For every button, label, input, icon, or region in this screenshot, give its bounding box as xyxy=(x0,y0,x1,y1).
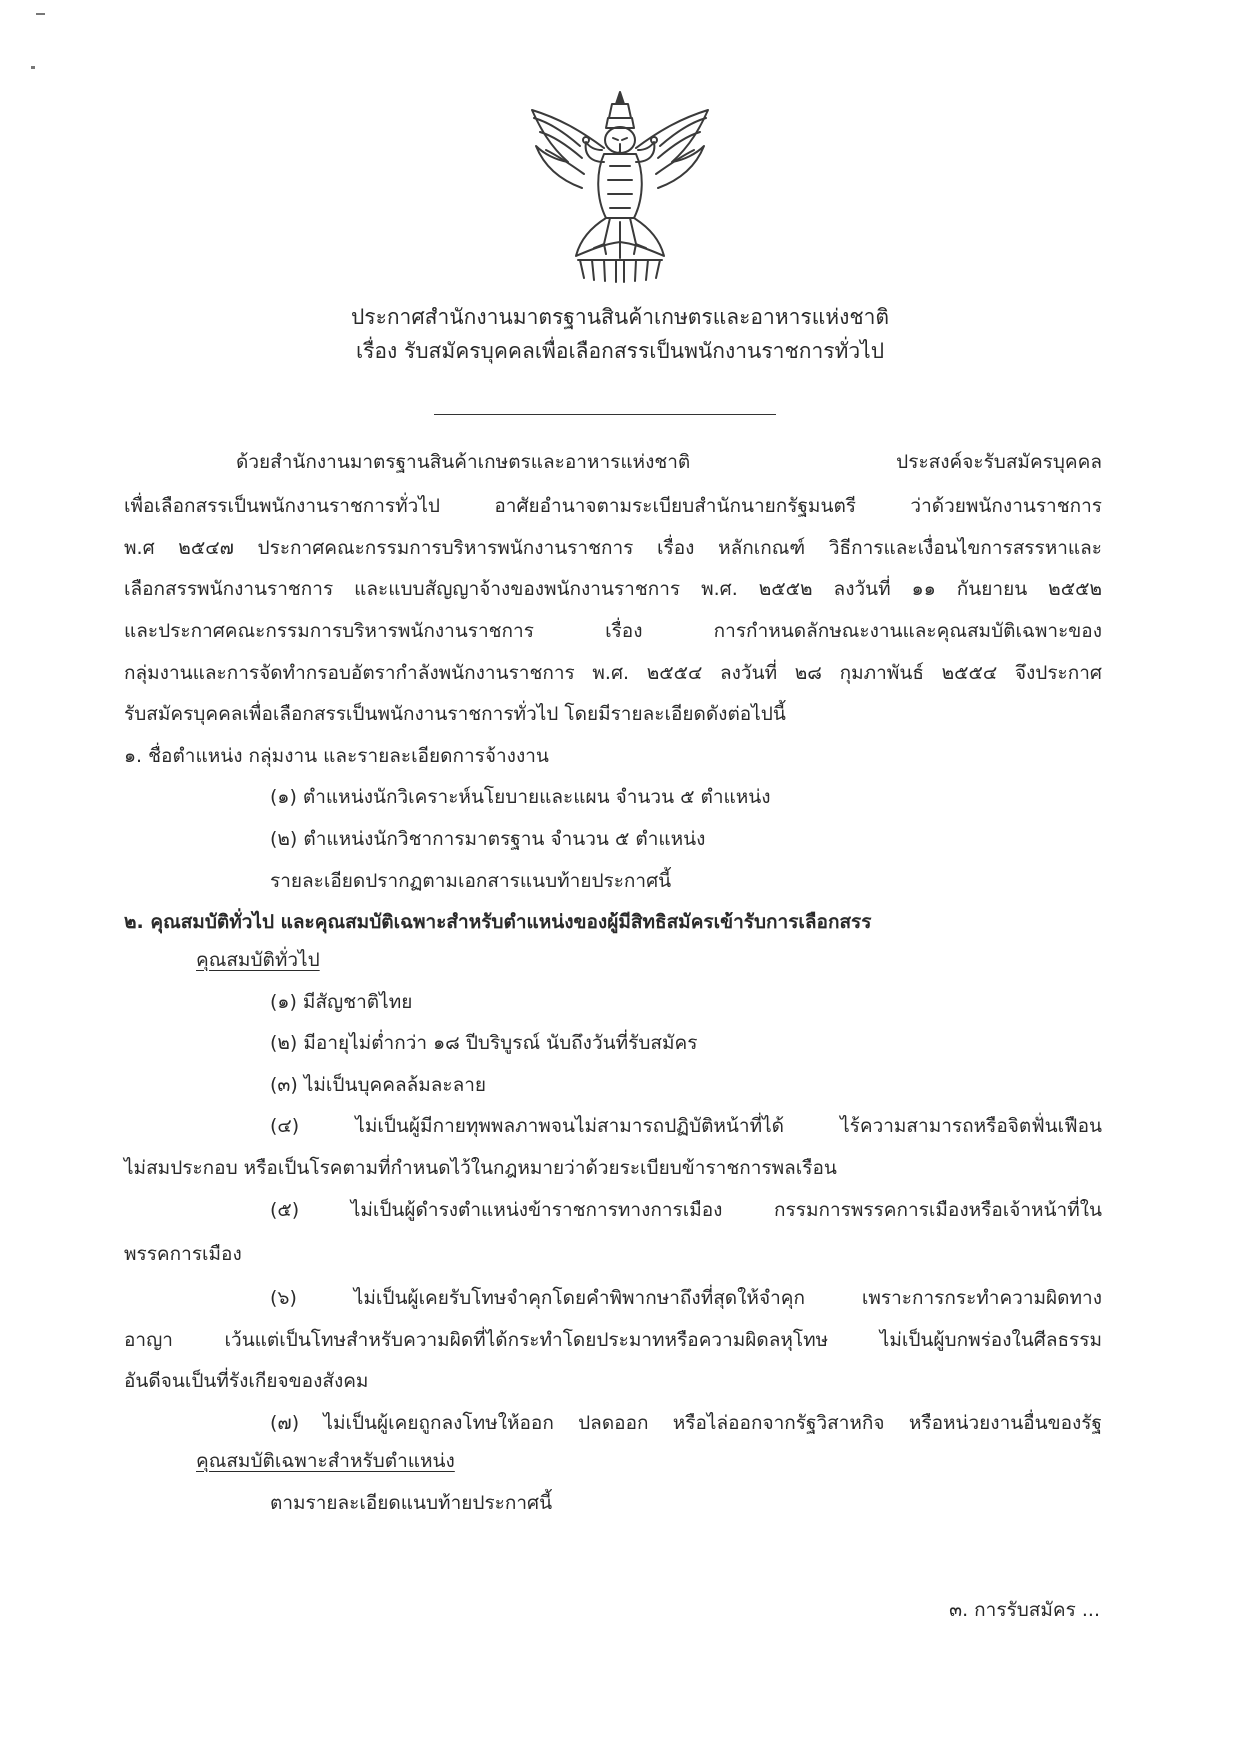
title-divider xyxy=(434,414,776,415)
section1-heading: ๑. ชื่อตำแหน่ง กลุ่มงาน และรายละเอียดการจ้างงาน xyxy=(124,745,549,767)
garuda-emblem-icon xyxy=(520,88,720,284)
general-item-3: (๓) ไม่เป็นบุคคลล้มละลาย xyxy=(270,1074,487,1096)
intro-line-1: ด้วยสำนักงานมาตรฐานสินค้าเกษตรและอาหารแห่งชาติ ประสงค์จะรับสมัครบุคคล xyxy=(236,451,1102,473)
section1-item-2: (๒) ตำแหน่งนักวิชาการมาตรฐาน จำนวน ๕ ตำแหน่ง xyxy=(270,828,706,850)
general-item-4-line-1: (๔) ไม่เป็นผู้มีกายทุพพลภาพจนไม่สามารถปฏิบัติหน้าที่ได้ ไร้ความสามารถหรือจิตฟั่นเฟือน xyxy=(270,1115,1102,1137)
general-qualifications-title: คุณสมบัติทั่วไป xyxy=(196,949,320,971)
general-item-6-line-2: อาญา เว้นแต่เป็นโทษสำหรับความผิดที่ได้กระทำโดยประมาทหรือความผิดลหุโทษ ไม่เป็นผู้บกพร่องในศีลธรรม xyxy=(124,1329,1102,1351)
announcement-title: ประกาศสำนักงานมาตรฐานสินค้าเกษตรและอาหารแห่งชาติ xyxy=(350,305,890,329)
intro-line-3: พ.ศ ๒๕๔๗ ประกาศคณะกรรมการบริหารพนักงานราชการ เรื่อง หลักเกณฑ์ วิธีการและเงื่อนไขการสรรหาและ xyxy=(124,537,1102,559)
general-item-6-line-3: อันดีจนเป็นที่รังเกียจของสังคม xyxy=(124,1370,369,1392)
section1-item-1: (๑) ตำแหน่งนักวิเคราะห์นโยบายและแผน จำนวน ๕ ตำแหน่ง xyxy=(270,786,771,808)
continuation-marker: ๓. การรับสมัคร ... xyxy=(949,1599,1100,1621)
intro-line-5: และประกาศคณะกรรมการบริหารพนักงานราชการ เรื่อง การกำหนดลักษณะงานและคุณสมบัติเฉพาะของ xyxy=(124,620,1102,642)
scan-speck xyxy=(36,13,45,15)
announcement-subject: เรื่อง รับสมัครบุคคลเพื่อเลือกสรรเป็นพนักงานราชการทั่วไป xyxy=(355,339,885,363)
intro-line-7: รับสมัครบุคคลเพื่อเลือกสรรเป็นพนักงานราชการทั่วไป โดยมีรายละเอียดดังต่อไปนี้ xyxy=(124,703,786,725)
general-item-2: (๒) มีอายุไม่ต่ำกว่า ๑๘ ปีบริบูรณ์ นับถึงวันที่รับสมัคร xyxy=(270,1032,698,1054)
intro-line-6: กลุ่มงานและการจัดทำกรอบอัตรากำลังพนักงานราชการ พ.ศ. ๒๕๕๔ ลงวันที่ ๒๘ กุมภาพันธ์ ๒๕๕๔ จึงประกาศ xyxy=(124,662,1102,684)
scan-speck xyxy=(31,66,35,69)
intro-line-4: เลือกสรรพนักงานราชการ และแบบสัญญาจ้างของพนักงานราชการ พ.ศ. ๒๕๕๒ ลงวันที่ ๑๑ กันยายน ๒๕๕๒ xyxy=(124,578,1102,600)
section2-heading: ๒. คุณสมบัติทั่วไป และคุณสมบัติเฉพาะสำหรับตำแหน่งของผู้มีสิทธิสมัครเข้ารับการเลือกสรร xyxy=(124,911,872,933)
section1-note: รายละเอียดปรากฏตามเอกสารแนบท้ายประกาศนี้ xyxy=(270,870,672,892)
general-item-4-line-2: ไม่สมประกอบ หรือเป็นโรคตามที่กำหนดไว้ในกฎหมายว่าด้วยระเบียบข้าราชการพลเรือน xyxy=(124,1157,837,1179)
intro-line-2: เพื่อเลือกสรรเป็นพนักงานราชการทั่วไป อาศัยอำนาจตามระเบียบสำนักนายกรัฐมนตรี ว่าด้วยพนักงานราชการ xyxy=(124,495,1102,517)
general-item-1: (๑) มีสัญชาติไทย xyxy=(270,991,413,1013)
general-item-5-line-1: (๕) ไม่เป็นผู้ดำรงตำแหน่งข้าราชการทางการเมือง กรรมการพรรคการเมืองหรือเจ้าหน้าที่ใน xyxy=(270,1199,1102,1221)
general-item-7: (๗) ไม่เป็นผู้เคยถูกลงโทษให้ออก ปลดออก หรือไล่ออกจากรัฐวิสาหกิจ หรือหน่วยงานอื่นของรัฐ xyxy=(270,1412,1102,1434)
general-item-6-line-1: (๖) ไม่เป็นผู้เคยรับโทษจำคุกโดยคำพิพากษาถึงที่สุดให้จำคุก เพราะการกระทำความผิดทาง xyxy=(270,1287,1102,1309)
specific-qualifications-text: ตามรายละเอียดแนบท้ายประกาศนี้ xyxy=(270,1492,553,1514)
specific-qualifications-title: คุณสมบัติเฉพาะสำหรับตำแหน่ง xyxy=(196,1450,455,1472)
general-item-5-line-2: พรรคการเมือง xyxy=(124,1243,242,1265)
